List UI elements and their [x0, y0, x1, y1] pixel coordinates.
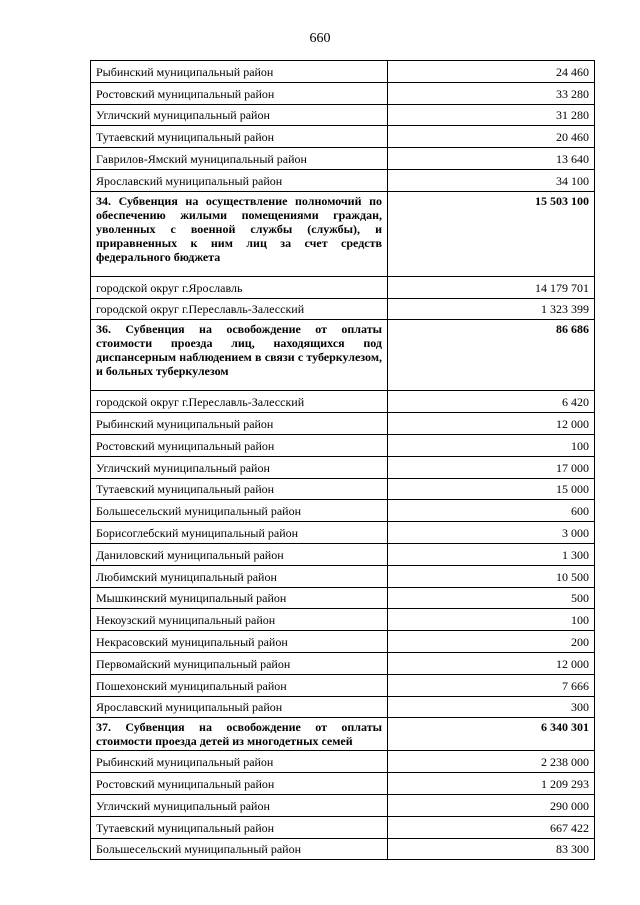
subsidy-total: 15 503 100 — [388, 191, 595, 276]
table-row — [91, 276, 595, 298]
municipality-name: Ростовский муниципальный район — [91, 773, 388, 795]
table-row — [91, 838, 595, 860]
municipality-name: Некоузский муниципальный район — [91, 609, 388, 631]
municipality-name: Ростовский муниципальный район — [91, 434, 388, 456]
municipality-name: Некрасовский муниципальный район — [91, 631, 388, 653]
amount-cell: 3 000 — [388, 522, 595, 544]
municipality-name: Любимский муниципальный район — [91, 565, 388, 587]
subsidy-title: 36. Субвенция на освобождение от оплаты стоимости проезда лиц, находящихся под диспансерным наблюдением в связи с туберкулезом, и больных туберкулезом — [91, 320, 388, 391]
municipality-name: Тутаевский муниципальный район — [91, 816, 388, 838]
table-row — [91, 609, 595, 631]
amount-cell: 12 000 — [388, 652, 595, 674]
municipality-name: Тутаевский муниципальный район — [91, 126, 388, 148]
table-row — [91, 82, 595, 104]
amount-cell: 20 460 — [388, 126, 595, 148]
amount-cell: 17 000 — [388, 456, 595, 478]
municipality-name: Ярославский муниципальный район — [91, 696, 388, 718]
table-row — [91, 652, 595, 674]
table-row — [91, 434, 595, 456]
subsidy-title: 34. Субвенция на осуществление полномочий по обеспечению жилыми помещениями граждан, уволенных с военной службы (службы), и приравненных к ним лиц за счет средств федерального бюджета — [91, 191, 388, 276]
amount-cell: 10 500 — [388, 565, 595, 587]
table-row — [91, 587, 595, 609]
table-row — [91, 751, 595, 773]
subsidy-header-row — [91, 191, 595, 276]
table-row — [91, 500, 595, 522]
municipality-name: Большесельский муниципальный район — [91, 500, 388, 522]
amount-cell: 14 179 701 — [388, 276, 595, 298]
amount-cell: 290 000 — [388, 794, 595, 816]
municipality-name: городской округ г.Ярославль — [91, 276, 388, 298]
municipality-name: городской округ г.Переславль-Залесский — [91, 391, 388, 413]
subsidy-header-row — [91, 320, 595, 391]
municipality-name: Мышкинский муниципальный район — [91, 587, 388, 609]
municipality-name: Угличский муниципальный район — [91, 104, 388, 126]
table-row — [91, 298, 595, 320]
subsidy-total: 86 686 — [388, 320, 595, 391]
table-row — [91, 816, 595, 838]
subsidy-total: 6 340 301 — [388, 718, 595, 751]
table-row — [91, 773, 595, 795]
amount-cell: 83 300 — [388, 838, 595, 860]
table-row — [91, 631, 595, 653]
page-number: 660 — [309, 31, 331, 46]
table-row — [91, 565, 595, 587]
amount-cell: 6 420 — [388, 391, 595, 413]
subsidy-title: 37. Субвенция на освобождение от оплаты стоимости проезда детей из многодетных семей — [91, 718, 388, 751]
table-row — [91, 169, 595, 191]
municipality-name: Борисоглебский муниципальный район — [91, 522, 388, 544]
table-row — [91, 478, 595, 500]
municipality-name: Первомайский муниципальный район — [91, 652, 388, 674]
table-row — [91, 104, 595, 126]
amount-cell: 2 238 000 — [388, 751, 595, 773]
table-body — [91, 61, 595, 860]
municipality-name: Угличский муниципальный район — [91, 794, 388, 816]
amount-cell: 12 000 — [388, 413, 595, 435]
table-row — [91, 696, 595, 718]
municipality-name: Рыбинский муниципальный район — [91, 751, 388, 773]
municipality-name: Тутаевский муниципальный район — [91, 478, 388, 500]
municipality-name: Угличский муниципальный район — [91, 456, 388, 478]
table-row — [91, 456, 595, 478]
table-row — [91, 126, 595, 148]
amount-cell: 1 300 — [388, 543, 595, 565]
table-row — [91, 413, 595, 435]
amount-cell: 600 — [388, 500, 595, 522]
amount-cell: 200 — [388, 631, 595, 653]
table-row — [91, 391, 595, 413]
table-row — [91, 148, 595, 170]
amount-cell: 15 000 — [388, 478, 595, 500]
budget-table — [90, 60, 595, 860]
subsidy-header-row — [91, 718, 595, 751]
municipality-name: Даниловский муниципальный район — [91, 543, 388, 565]
amount-cell: 100 — [388, 434, 595, 456]
amount-cell: 300 — [388, 696, 595, 718]
table-row — [91, 543, 595, 565]
amount-cell: 100 — [388, 609, 595, 631]
table-row — [91, 674, 595, 696]
municipality-name: Ярославский муниципальный район — [91, 169, 388, 191]
municipality-name: Большесельский муниципальный район — [91, 838, 388, 860]
amount-cell: 1 323 399 — [388, 298, 595, 320]
municipality-name: Ростовский муниципальный район — [91, 82, 388, 104]
table-row — [91, 522, 595, 544]
amount-cell: 500 — [388, 587, 595, 609]
municipality-name: Рыбинский муниципальный район — [91, 413, 388, 435]
municipality-name: Пошехонский муниципальный район — [91, 674, 388, 696]
municipality-name: Гаврилов-Ямский муниципальный район — [91, 148, 388, 170]
municipality-name: городской округ г.Переславль-Залесский — [91, 298, 388, 320]
amount-cell: 667 422 — [388, 816, 595, 838]
municipality-name: Рыбинский муниципальный район — [91, 61, 388, 83]
table-row — [91, 61, 595, 83]
amount-cell: 1 209 293 — [388, 773, 595, 795]
amount-cell: 34 100 — [388, 169, 595, 191]
amount-cell: 13 640 — [388, 148, 595, 170]
amount-cell: 24 460 — [388, 61, 595, 83]
table-row — [91, 794, 595, 816]
amount-cell: 33 280 — [388, 82, 595, 104]
amount-cell: 7 666 — [388, 674, 595, 696]
amount-cell: 31 280 — [388, 104, 595, 126]
